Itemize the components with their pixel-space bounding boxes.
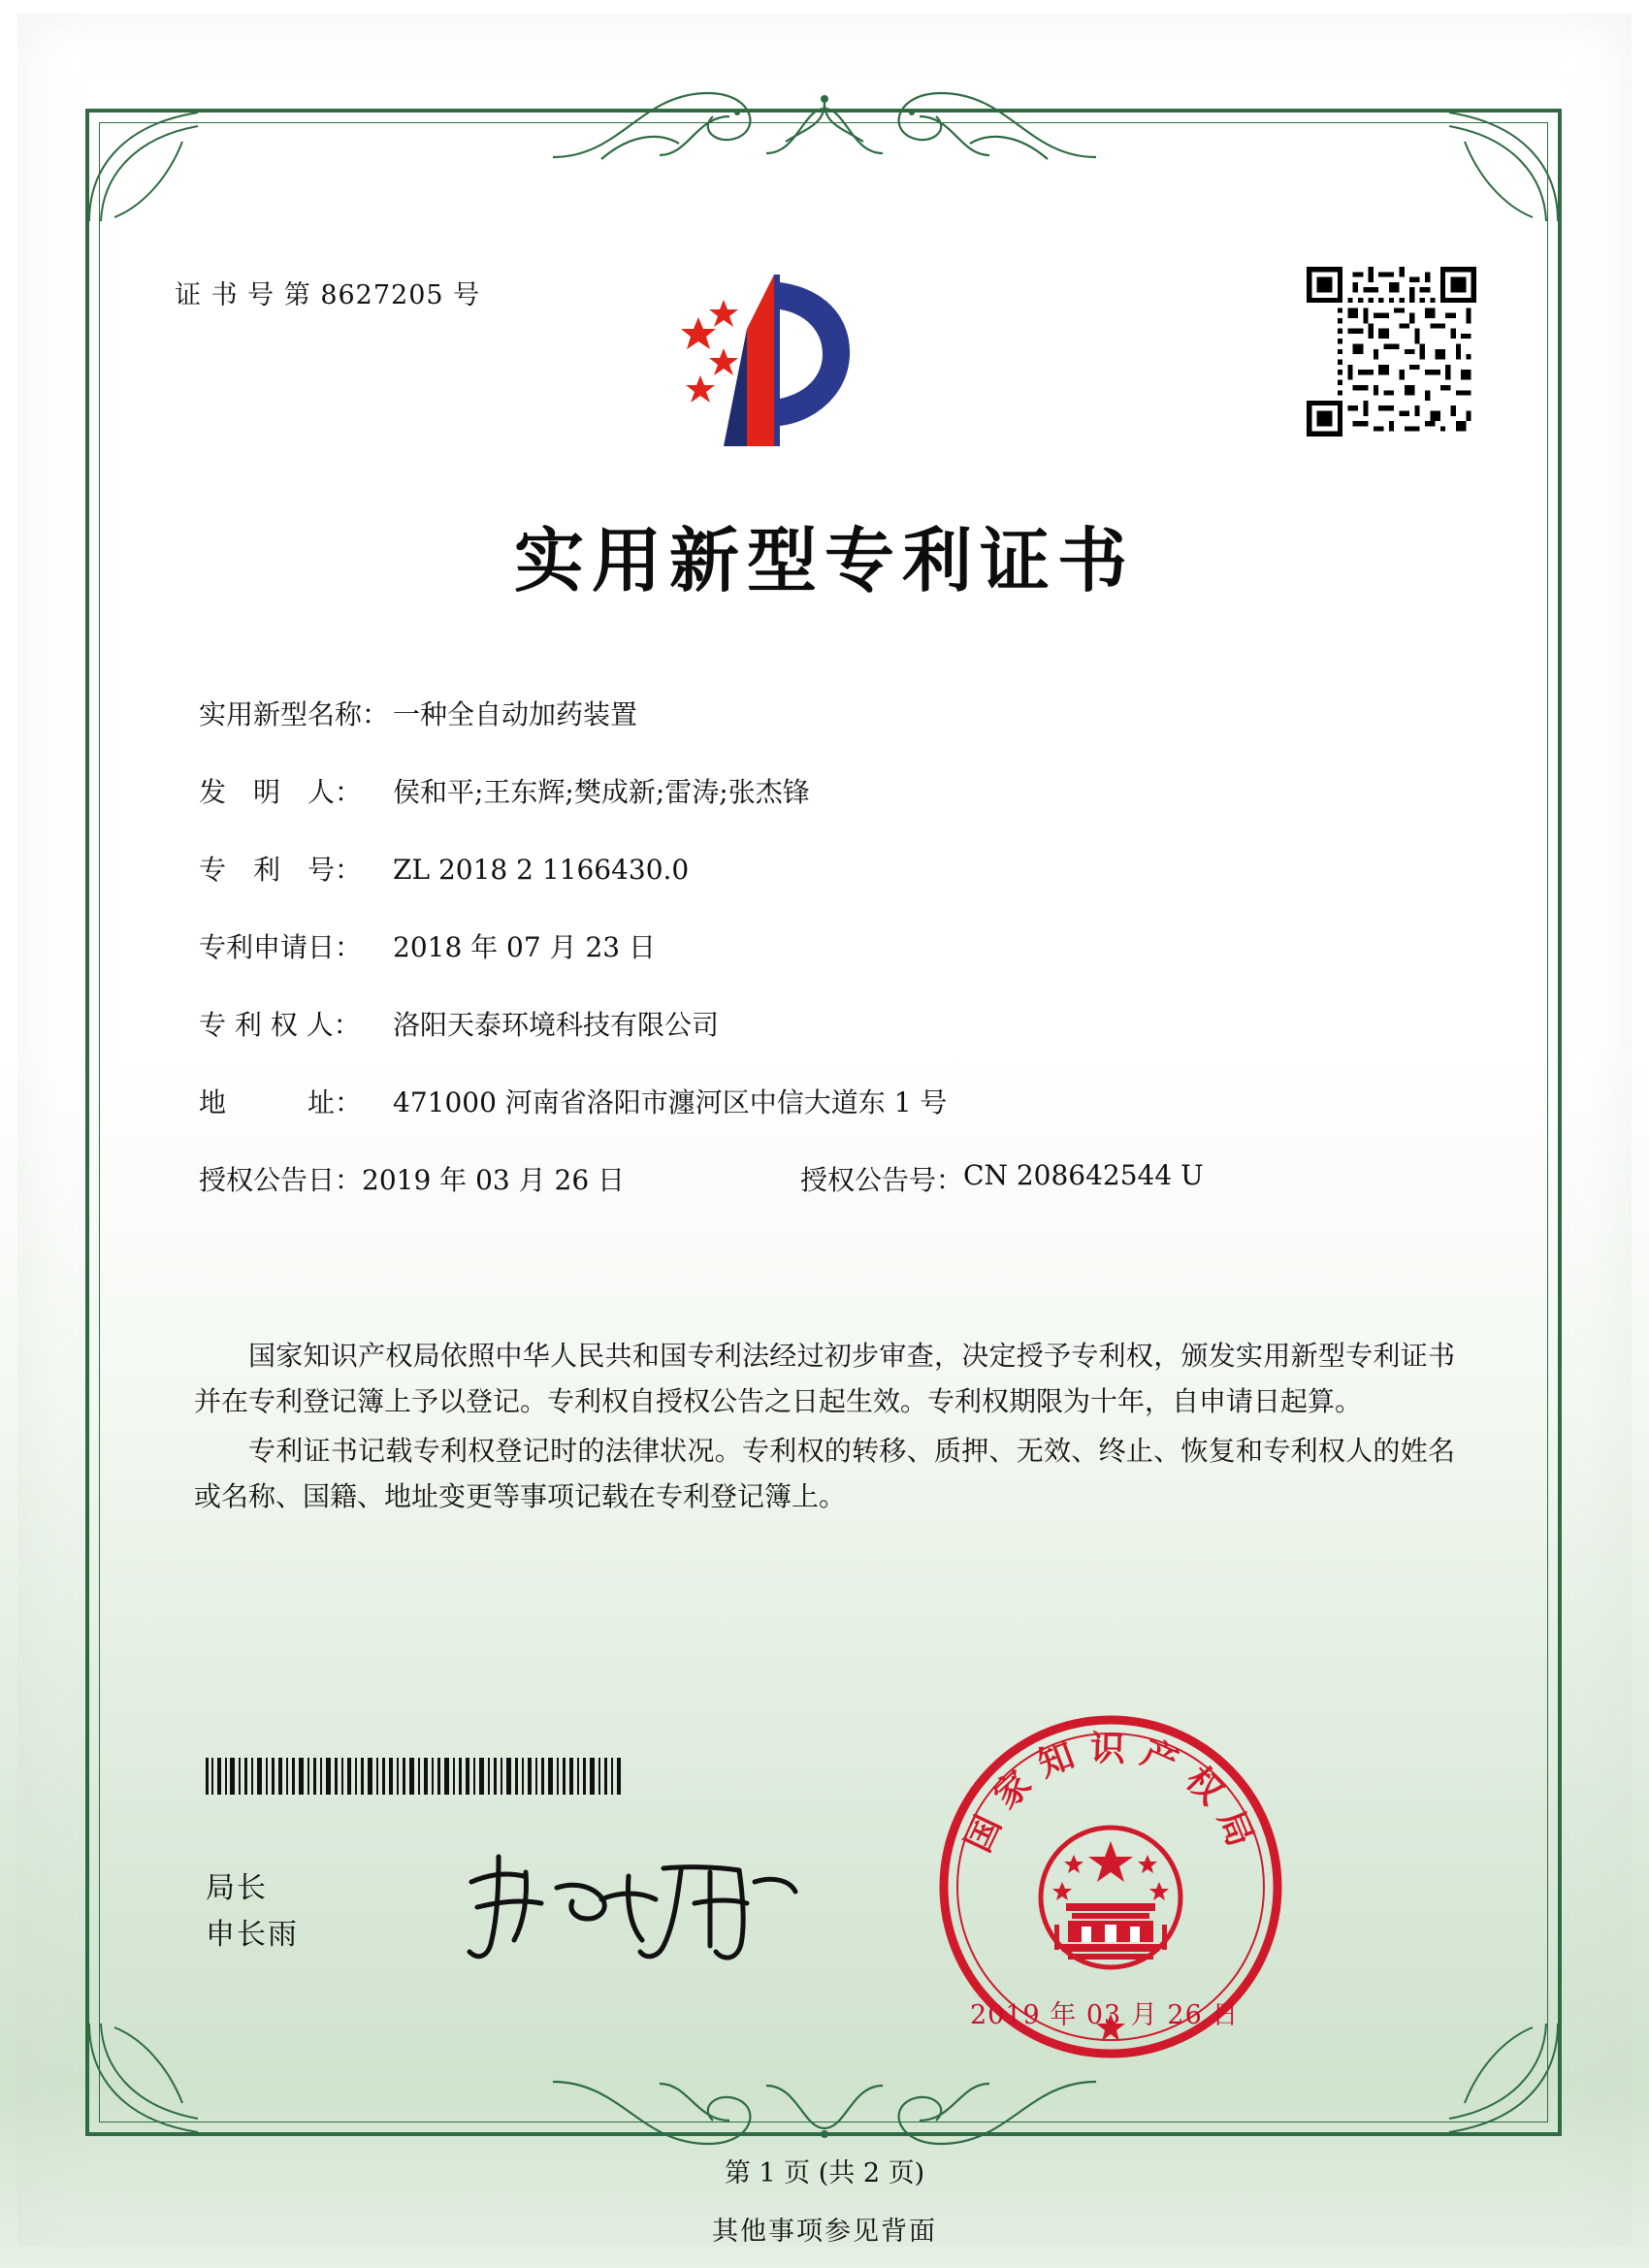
corner-ornament-bottom-right-icon [1445,2020,1562,2136]
signature-label-block [206,1865,299,1959]
field-label: 专利申请日： [199,931,363,963]
field-patent-number [199,849,1460,888]
barcode-icon [206,1758,623,1795]
field-value: 2018 年 07 月 23 日 [393,931,657,963]
field-value: 2019 年 03 月 26 日 [362,1164,626,1196]
field-grant-number [800,1159,1204,1198]
field-address [199,1082,1460,1120]
seal-date: 2019 年 03 月 26 日 [970,2000,1240,2030]
corner-ornament-top-right-icon [1445,109,1562,225]
field-label: 发 明 人： [199,776,363,808]
legal-paragraph-2: 专利证书记载专利权登记时的法律状况。专利权的转移、质押、无效、终止、恢复和专利权人的姓名或名称、国籍、地址变更等事项记载在专利登记簿上。 [194,1435,1455,1512]
page-title: 实用新型专利证书 [513,519,1135,601]
field-utility-model-name [199,694,1460,732]
legal-text-block [194,1333,1455,1523]
field-application-date [199,926,1460,965]
field-label: 地 址： [199,1086,363,1118]
field-label: 授权公告号： [800,1164,964,1196]
field-patentee [199,1004,1460,1043]
director-title: 局长 [206,1871,268,1905]
field-value: CN 208642544 U [963,1159,1204,1191]
corner-ornament-bottom-left-icon [85,2020,202,2136]
field-label: 专 利 权 人： [199,1009,361,1041]
field-value: 一种全自动加药装置 [393,698,638,730]
ornament-top-icon [543,74,1106,163]
footer-note: 其他事项参见背面 [712,2217,937,2247]
qr-code-icon [1307,267,1476,437]
field-value: 侯和平;王东辉;樊成新;雷涛;张杰锋 [393,776,810,808]
field-label: 授权公告日： [199,1164,363,1196]
field-grant-date [199,1159,800,1198]
field-inventors [199,771,1460,810]
field-value: ZL 2018 2 1166430.0 [393,854,690,886]
ornament-bottom-icon [543,2076,1106,2154]
page-number: 第 1 页 (共 2 页) [724,2158,925,2188]
svg-text:国家知识产权局: 国家知识产权局 [957,1728,1267,1865]
cnipa-logo-icon [679,267,863,456]
corner-ornament-top-left-icon [85,109,202,225]
legal-paragraph-1: 国家知识产权局依照中华人民共和国专利法经过初步审查，决定授予专利权，颁发实用新型专利证书并在专利登记簿上予以登记。专利权自授权公告之日起生效。专利权期限为十年，自申请日起算。 [194,1340,1455,1417]
fields-block [199,694,1460,1223]
field-value: 洛阳天泰环境科技有限公司 [393,1009,720,1041]
handwritten-signature-icon [456,1843,805,1969]
field-label: 实用新型名称： [199,698,390,730]
field-value: 471000 河南省洛阳市瀍河区中信大道东 1 号 [393,1086,948,1118]
director-name: 申长雨 [206,1918,299,1952]
certificate-number: 证 书 号 第 8627205 号 [175,280,481,310]
field-label: 专 利 号： [199,854,363,886]
field-grant-row [199,1159,1460,1198]
